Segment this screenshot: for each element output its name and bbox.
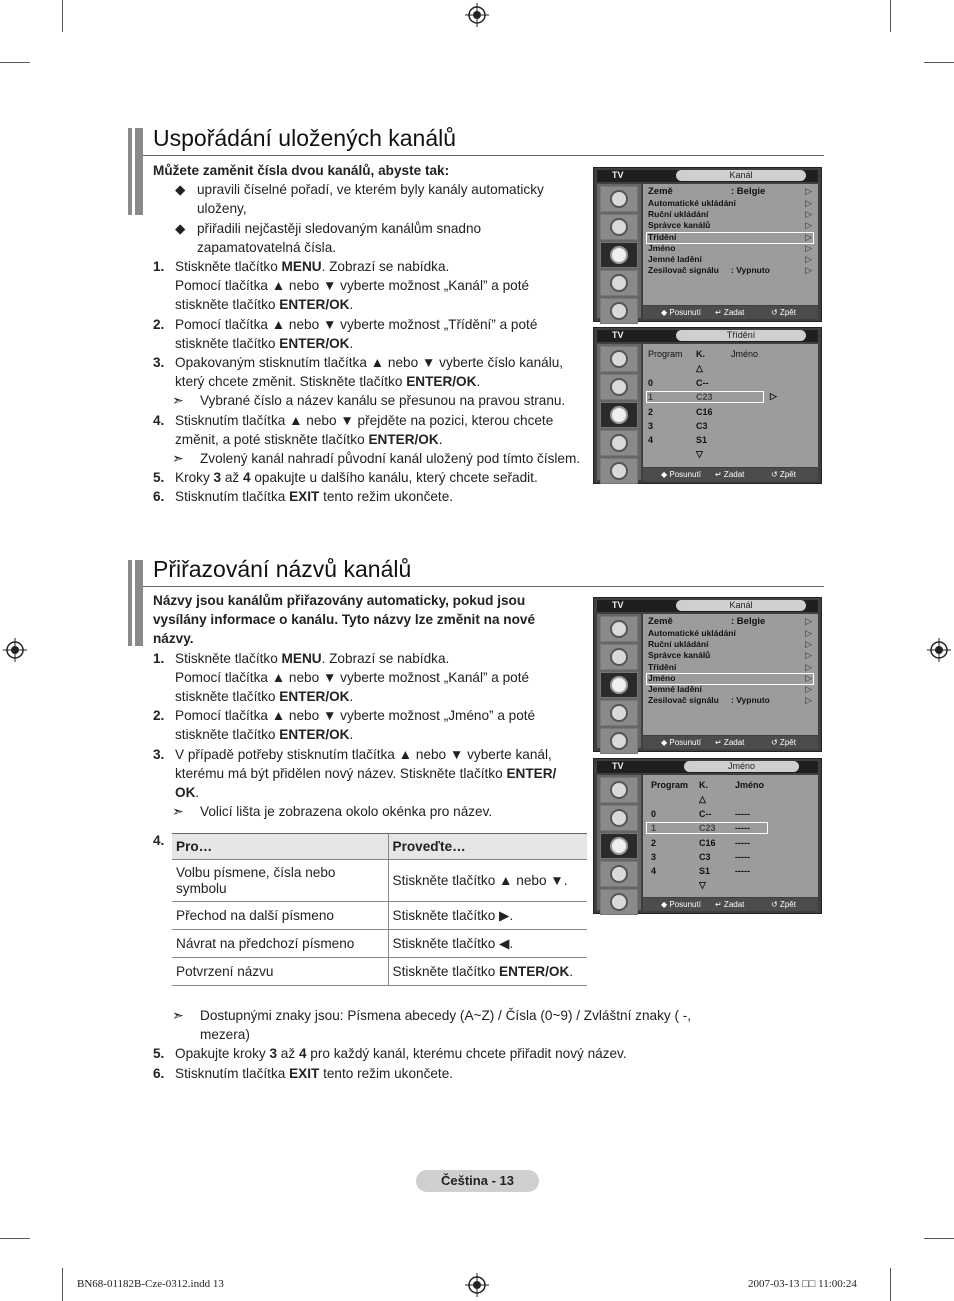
osd-name-screen bbox=[593, 758, 822, 914]
scroll-down-icon: ▽ bbox=[699, 880, 706, 890]
arrow-right-icon: ▷ bbox=[805, 198, 812, 208]
registration-mark-icon bbox=[465, 3, 489, 27]
program-number: 0 bbox=[648, 378, 654, 388]
note: ➣ Zvolený kanál nahradí původní kanál uložený pod tímto číslem. bbox=[153, 449, 585, 468]
instructions-block bbox=[153, 591, 577, 821]
note: ➣ Vybrané číslo a název kanálu se přesunou na pravou stranu. bbox=[153, 391, 585, 410]
channel-icon bbox=[600, 672, 638, 698]
crop-mark bbox=[924, 1238, 954, 1239]
enter-hint: ↵ Zadat bbox=[715, 738, 745, 747]
step: 5. Kroky 3 až 4 opakujte u dalšího kanálu, který chcete seřadit. bbox=[153, 470, 538, 486]
registration-mark-icon bbox=[465, 1273, 489, 1297]
crop-mark bbox=[0, 62, 30, 63]
program-number: 1 bbox=[651, 823, 657, 833]
menu-item: Ruční ukládání bbox=[648, 639, 709, 649]
osd-footer bbox=[643, 468, 818, 481]
osd-footer bbox=[643, 736, 818, 749]
list-item: ◆ přiřadili nejčastěji sledovaným kanálům snadno zapamatovatelná čísla. bbox=[175, 220, 482, 255]
step: 6. Stisknutím tlačítka EXIT tento režim ukončete. bbox=[153, 489, 454, 505]
channel-code: C3 bbox=[696, 421, 708, 431]
channel-code: C16 bbox=[699, 838, 716, 848]
osd-panel bbox=[643, 344, 818, 467]
picture-icon bbox=[600, 186, 638, 212]
program-number: 2 bbox=[648, 407, 654, 417]
table-cell: Stiskněte tlačítko ENTER/OK. bbox=[388, 958, 587, 986]
divider bbox=[143, 155, 824, 156]
crop-mark bbox=[62, 1268, 63, 1301]
move-hint: ◆ Posunutí bbox=[661, 470, 701, 479]
print-file-slug: BN68-01182B-Cze-0312.indd 13 bbox=[77, 1278, 224, 1290]
step: 1. Stiskněte tlačítko MENU. Zobrazí se nabídka. Pomocí tlačítka ▲ nebo ▼ vyberte možnost „Kanál” a poté stiskněte tlačítko ENTER/OK. bbox=[153, 650, 530, 705]
key-table bbox=[172, 833, 587, 986]
column-header: K. bbox=[696, 349, 705, 359]
crop-mark bbox=[890, 1268, 891, 1301]
menu-item-value: : Belgie bbox=[731, 616, 766, 627]
arrow-right-icon: ▷ bbox=[805, 265, 812, 275]
intro-text: Názvy jsou kanálům přiřazovány automaticky, pokud jsou vysílány informace o kanálu. Tyto názvy lze změnit na nové názvy. bbox=[153, 593, 536, 647]
table-row bbox=[172, 958, 587, 986]
table-cell: Volbu písmene, čísla nebo symbolu bbox=[172, 860, 388, 902]
arrow-right-icon: ▷ bbox=[805, 220, 812, 230]
list-item: ◆ upravili číselné pořadí, ve kterém byly kanály automaticky uloženy, bbox=[175, 182, 544, 217]
osd-channel-menu bbox=[593, 167, 822, 322]
step: 6. Stisknutím tlačítka EXIT tento režim ukončete. bbox=[153, 1065, 454, 1081]
scroll-up-icon: △ bbox=[696, 363, 703, 373]
program-number: 4 bbox=[648, 435, 654, 445]
menu-item: Jemné ladění bbox=[648, 684, 702, 694]
osd-panel bbox=[643, 775, 818, 897]
instructions-block bbox=[153, 1006, 713, 1083]
back-hint: ↺ Zpět bbox=[771, 900, 796, 909]
step: 1. Stiskněte tlačítko MENU. Zobrazí se nabídka. Pomocí tlačítka ▲ nebo ▼ vyberte možnost „Kanál” a poté stiskněte tlačítko ENTER/OK. bbox=[153, 259, 530, 313]
osd-panel bbox=[643, 614, 818, 735]
arrow-right-icon: ▷ bbox=[805, 662, 812, 672]
note-arrow-icon: ➣ bbox=[172, 803, 184, 820]
column-header: Program bbox=[648, 349, 683, 359]
arrow-right-icon: ▷ bbox=[805, 628, 812, 638]
channel-icon bbox=[600, 833, 638, 859]
page-number-badge: Čeština - 13 bbox=[416, 1170, 539, 1192]
arrow-right-icon: ▷ bbox=[805, 209, 812, 219]
step: 3. Opakovaným stisknutím tlačítka ▲ nebo ▼ vyberte číslo kanálu, který chcete změnit. Stiskněte tlačítko ENTER/OK. bbox=[153, 355, 564, 390]
column-header: Jméno bbox=[735, 780, 765, 790]
sound-icon bbox=[600, 805, 638, 831]
menu-item: Jméno bbox=[648, 243, 676, 253]
channel-code: S1 bbox=[699, 866, 711, 876]
osd-tv-label: TV bbox=[612, 170, 624, 180]
osd-footer bbox=[643, 898, 818, 911]
arrow-right-icon: ▷ bbox=[805, 673, 812, 683]
table-cell: Stiskněte tlačítko ▲ nebo ▼. bbox=[388, 860, 587, 902]
arrow-right-icon: ▷ bbox=[805, 232, 812, 242]
osd-tv-label: TV bbox=[612, 600, 624, 610]
osd-channel-menu bbox=[593, 597, 822, 752]
channel-name: ----- bbox=[735, 866, 750, 876]
section-marker bbox=[128, 560, 143, 646]
column-header: Jméno bbox=[731, 349, 759, 359]
note: ➣ Volicí lišta je zobrazena okolo okénka pro název. bbox=[153, 802, 577, 821]
channel-code: C-- bbox=[699, 809, 712, 819]
column-header: Pro… bbox=[172, 834, 388, 860]
scroll-up-icon: △ bbox=[699, 794, 706, 804]
arrow-right-icon: ▷ bbox=[805, 695, 812, 705]
menu-item: Zesilovač signálu bbox=[648, 265, 719, 275]
back-hint: ↺ Zpět bbox=[771, 470, 796, 479]
column-header: K. bbox=[699, 780, 708, 790]
table-row bbox=[172, 902, 587, 930]
osd-icon-column bbox=[597, 344, 641, 480]
crop-mark bbox=[0, 1238, 30, 1239]
channel-code: C3 bbox=[699, 852, 711, 862]
section-title: Přiřazování názvů kanálů bbox=[153, 556, 412, 582]
input-icon bbox=[600, 728, 638, 754]
picture-icon bbox=[600, 616, 638, 642]
channel-code: C16 bbox=[696, 407, 713, 417]
osd-icon-column bbox=[597, 614, 641, 748]
osd-panel bbox=[643, 184, 818, 305]
table-cell: Přechod na další písmeno bbox=[172, 902, 388, 930]
menu-item-selected: Jméno bbox=[648, 673, 676, 683]
menu-item-value: : Vypnuto bbox=[731, 695, 770, 705]
menu-item-selected: Třídění bbox=[648, 232, 677, 242]
program-number: 4 bbox=[651, 866, 657, 876]
registration-mark-icon bbox=[927, 638, 951, 662]
crop-mark bbox=[890, 0, 891, 32]
print-date-slug: 2007-03-13 □□ 11:00:24 bbox=[748, 1278, 857, 1290]
picture-icon bbox=[600, 346, 638, 372]
menu-item: Ruční ukládání bbox=[648, 209, 709, 219]
step: 2. Pomocí tlačítka ▲ nebo ▼ vyberte možnost „Třídění” a poté stiskněte tlačítko ENTER/OK. bbox=[153, 316, 538, 351]
channel-icon bbox=[600, 242, 638, 268]
arrow-right-icon: ▷ bbox=[805, 684, 812, 694]
menu-item: Správce kanálů bbox=[648, 220, 711, 230]
divider bbox=[143, 586, 824, 587]
program-number: 0 bbox=[651, 809, 657, 819]
input-icon bbox=[600, 889, 638, 915]
channel-code: C23 bbox=[696, 392, 713, 402]
menu-item: Země bbox=[648, 186, 673, 197]
sound-icon bbox=[600, 644, 638, 670]
note: ➣ Dostupnými znaky jsou: Písmena abecedy (A~Z) / Čísla (0~9) / Zvláštní znaky ( -, mezera) bbox=[172, 1007, 692, 1043]
program-number: 3 bbox=[651, 852, 657, 862]
sound-icon bbox=[600, 214, 638, 240]
arrow-right-icon: ▷ bbox=[805, 186, 812, 196]
enter-hint: ↵ Zadat bbox=[715, 470, 745, 479]
arrow-right-icon: ▷ bbox=[805, 616, 812, 626]
crop-mark bbox=[924, 62, 954, 63]
back-hint: ↺ Zpět bbox=[771, 308, 796, 317]
diamond-bullet-icon: ◆ bbox=[175, 220, 186, 236]
channel-icon bbox=[600, 402, 638, 428]
osd-title: Kanál bbox=[676, 600, 806, 611]
menu-item-value: : Belgie bbox=[731, 186, 766, 197]
menu-item: Zesilovač signálu bbox=[648, 695, 719, 705]
menu-item: Správce kanálů bbox=[648, 650, 711, 660]
note-arrow-icon: ➣ bbox=[172, 392, 184, 409]
setup-icon bbox=[600, 700, 638, 726]
arrow-right-icon: ▷ bbox=[805, 650, 812, 660]
column-header: Proveďte… bbox=[388, 834, 587, 860]
registration-mark-icon bbox=[3, 638, 27, 662]
menu-item-value: : Vypnuto bbox=[731, 265, 770, 275]
setup-icon bbox=[600, 430, 638, 456]
note-arrow-icon: ➣ bbox=[172, 450, 184, 467]
osd-title: Jméno bbox=[684, 761, 799, 772]
menu-item: Jemné ladění bbox=[648, 254, 702, 264]
osd-title: Kanál bbox=[676, 170, 806, 181]
channel-name: ----- bbox=[735, 809, 750, 819]
step: 5. Opakujte kroky 3 až 4 pro každý kanál, kterému chcete přiřadit nový název. bbox=[153, 1046, 627, 1062]
osd-icon-column bbox=[597, 775, 641, 910]
osd-title: Třídění bbox=[676, 330, 806, 341]
step: 2. Pomocí tlačítka ▲ nebo ▼ vyberte možnost „Jméno” a poté stiskněte tlačítko ENTER/OK. bbox=[153, 708, 536, 743]
column-header: Program bbox=[651, 780, 689, 790]
back-hint: ↺ Zpět bbox=[771, 738, 796, 747]
menu-item: Automatické ukládání bbox=[648, 628, 736, 638]
sound-icon bbox=[600, 374, 638, 400]
program-number: 2 bbox=[651, 838, 657, 848]
enter-hint: ↵ Zadat bbox=[715, 308, 745, 317]
scroll-down-icon: ▽ bbox=[696, 449, 703, 459]
osd-footer bbox=[643, 306, 818, 319]
menu-item: Automatické ukládání bbox=[648, 198, 736, 208]
intro-text: Můžete zaměnit čísla dvou kanálů, abyste tak: bbox=[153, 163, 450, 178]
arrow-right-icon: ▷ bbox=[770, 391, 777, 401]
step-number: 4. bbox=[153, 833, 165, 848]
table-cell: Potvrzení názvu bbox=[172, 958, 388, 986]
table-row bbox=[172, 930, 587, 958]
crop-mark bbox=[62, 0, 63, 32]
osd-tv-label: TV bbox=[612, 761, 624, 771]
setup-icon bbox=[600, 861, 638, 887]
table-cell: Návrat na předchozí písmeno bbox=[172, 930, 388, 958]
instructions-block bbox=[153, 161, 585, 507]
note-arrow-icon: ➣ bbox=[172, 1007, 184, 1023]
program-number: 1 bbox=[648, 392, 654, 402]
section-marker bbox=[128, 128, 143, 215]
osd-tv-label: TV bbox=[612, 330, 624, 340]
menu-item: Země bbox=[648, 616, 673, 627]
move-hint: ◆ Posunutí bbox=[661, 738, 701, 747]
arrow-right-icon: ▷ bbox=[805, 639, 812, 649]
program-number: 3 bbox=[648, 421, 654, 431]
enter-hint: ↵ Zadat bbox=[715, 900, 745, 909]
channel-name: ----- bbox=[735, 823, 750, 833]
setup-icon bbox=[600, 270, 638, 296]
table-header-row bbox=[172, 834, 587, 860]
menu-item: Třídění bbox=[648, 662, 677, 672]
channel-code: C23 bbox=[699, 823, 716, 833]
input-icon bbox=[600, 298, 638, 324]
channel-code: S1 bbox=[696, 435, 708, 445]
table-row bbox=[172, 860, 587, 902]
input-icon bbox=[600, 458, 638, 484]
table-cell: Stiskněte tlačítko ◀. bbox=[388, 930, 587, 958]
step: 3. V případě potřeby stisknutím tlačítka ▲ nebo ▼ vyberte kanál, kterému má být přidělen nový název. Stiskněte tlačítko ENTER/ OK. bbox=[153, 746, 557, 801]
arrow-right-icon: ▷ bbox=[805, 254, 812, 264]
picture-icon bbox=[600, 777, 638, 803]
move-hint: ◆ Posunutí bbox=[661, 900, 701, 909]
channel-name: ----- bbox=[735, 852, 750, 862]
move-hint: ◆ Posunutí bbox=[661, 308, 701, 317]
step: 4. Stisknutím tlačítka ▲ nebo ▼ přejděte na pozici, kterou chcete změnit, a poté stiskněte tlačítko ENTER/OK. bbox=[153, 412, 554, 447]
diamond-bullet-icon: ◆ bbox=[175, 182, 186, 198]
osd-icon-column bbox=[597, 184, 641, 318]
arrow-right-icon: ▷ bbox=[805, 243, 812, 253]
channel-name: ----- bbox=[735, 838, 750, 848]
table-cell: Stiskněte tlačítko ▶. bbox=[388, 902, 587, 930]
section-title: Uspořádání uložených kanálů bbox=[153, 125, 457, 151]
osd-sort-screen bbox=[593, 327, 822, 484]
channel-code: C-- bbox=[696, 378, 709, 388]
